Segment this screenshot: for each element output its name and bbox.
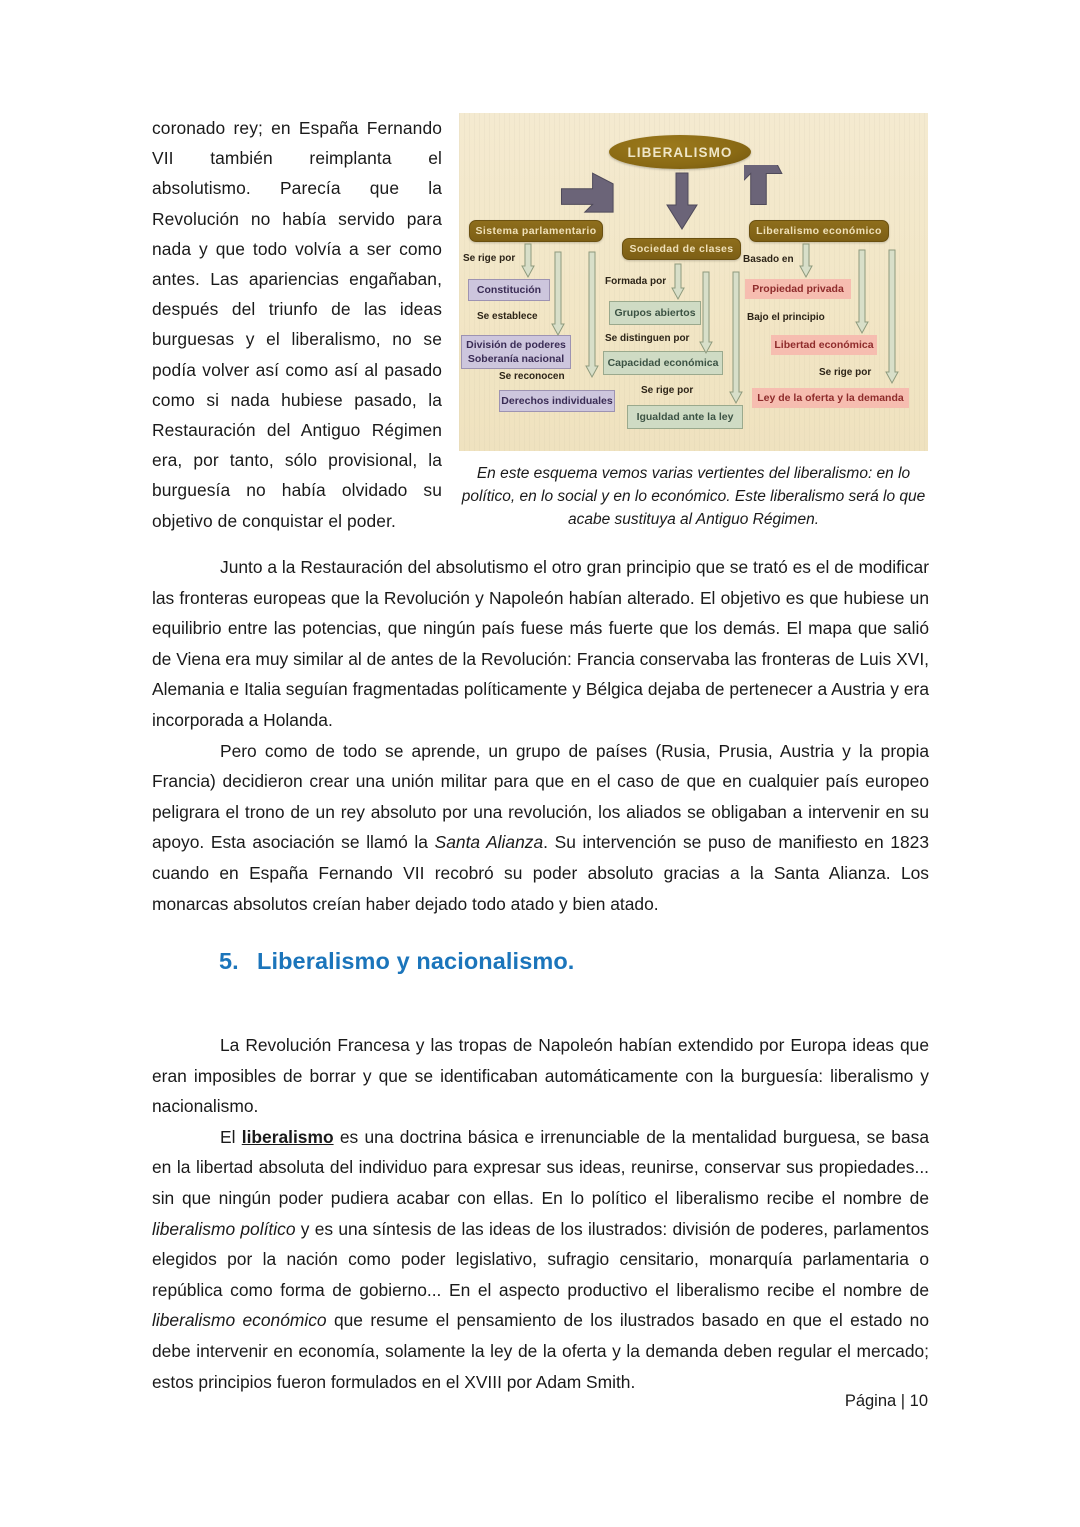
box-division-poderes-line2: Soberanía nacional: [467, 353, 565, 365]
branch-title-liberalismo-economico: Liberalismo económico: [749, 220, 889, 242]
figure-caption: En este esquema vemos varias vertientes del liberalismo: en lo político, en lo social y en lo económico. Este liberalismo será lo que acabe sustituya al Antiguo Régimen.: [461, 465, 926, 528]
arrow-long-sociedad-to-igualdad: [729, 271, 743, 405]
paragraph-restauracion: [152, 552, 929, 736]
arrow-long-economico-to-ley: [885, 249, 899, 385]
paragraph-liberalismo-text-c: y es una síntesis de las ideas de los ilustrados: división de poderes, parlamentos elegidos por la nación como poder legislativo, sufragio censitario, monarquía parlamentaria o república como forma de gobierno... En el aspecto productivo el liberalismo recibe el nombre de: [152, 1218, 929, 1300]
section-heading-number: 5.: [219, 948, 239, 974]
box-constitucion: Constitución: [468, 279, 550, 301]
connector-label-se-distinguen-por: Se distinguen por: [605, 333, 690, 344]
paragraph-liberalismo-text-b: es una doctrina básica e irrenunciable de la mentalidad burguesa, se basa en la libertad absoluta del individuo para expresar sus ideas, reunirse, conservar sus propiedades... sin que ningún poder pudiera acabar con ellas. En lo político el liberalismo recibe el nombre de: [152, 1126, 929, 1208]
paragraph-restauracion-text: Junto a la Restauración del absolutismo el otro gran principio que se trató es el de modificar las fronteras europeas que la Revolución y Napoleón habían alterado. El objetivo es que hubiese un equilibrio entre las potencias, que ningún país fuese más fuerte que los demás. El mapa que salió de Viena era muy similar al de antes de la Revolución: Francia conservaba las fronteras de Luis XVI, Alemania e Italia seguían fragmentadas políticamente y Bélgica dejaba de pertenecer a Austria y era incorporada a Holanda.: [152, 557, 929, 730]
branch-title-sociedad-de-clases: Sociedad de clases: [622, 238, 741, 260]
body-paragraphs-upper: [152, 552, 929, 919]
emphasis-liberalismo-economico: liberalismo económico: [152, 1310, 327, 1331]
arrow-long-sistema-to-division: [551, 251, 565, 337]
paragraph-santa-alianza: [152, 736, 929, 920]
arrow-long-economico-to-libertad: [855, 249, 869, 335]
box-grupos-abiertos: Grupos abiertos: [609, 301, 701, 325]
box-propiedad-privada: Propiedad privada: [745, 279, 851, 299]
paragraph-liberalismo-text-a: El: [220, 1126, 242, 1147]
page-number-footer: Página | 10: [844, 1392, 928, 1410]
arrow-long-sistema-to-derechos: [585, 251, 599, 379]
section-heading-text: Liberalismo y nacionalismo.: [257, 948, 575, 974]
arrow-down-sociedad-grupos: [671, 263, 685, 301]
paragraph-santa-alianza-text-b: . Su intervención se puso de manifiesto en 1823 cuando en España Fernando VII recobró su poder absoluto gracias a la Santa Alianza. Los monarcas absolutos creían haber dejado todo atado y bien atado.: [152, 832, 929, 914]
connector-label-basado-en: Basado en: [743, 254, 794, 265]
box-igualdad-ante-ley: Igualdad ante la ley: [627, 405, 743, 429]
arrow-long-sociedad-to-capacidad: [699, 271, 713, 355]
paragraph-liberalismo: [152, 1122, 929, 1397]
keyword-liberalismo: liberalismo: [241, 1126, 334, 1147]
diagram-liberalismo: [459, 113, 928, 451]
emphasis-santa-alianza: Santa Alianza: [434, 832, 544, 853]
connector-label-se-rige-por-3: Se rige por: [819, 367, 872, 378]
box-ley-oferta-demanda: Ley de la oferta y la demanda: [752, 388, 909, 408]
section-heading: [152, 948, 929, 975]
left-text-column: coronado rey; en España Fernando VII también reimplanta el absolutismo. Parecía que la Revolución no había servido para nada y que todo volvía a ser como antes. Las apariencias engañaban, después del triunfo de las ideas burguesas y el liberalismo, no se podía volver así como así al pasado como si nada hubiese pasado, la Restauración del Antiguo Régimen era, por tanto, sólo provisional, la burguesía no había olvidado su objetivo de conquistar el poder.: [152, 118, 442, 531]
paragraph-revolucion-francesa-text: La Revolución Francesa y las tropas de Napoleón habían extendido por Europa ideas que eran imposibles de borrar y que se identificaban automáticamente con la burguesía: liberalismo y nacionalismo.: [152, 1035, 929, 1117]
box-division-poderes-line1: División de poderes: [466, 339, 566, 351]
paragraph-revolucion-francesa: [152, 1030, 929, 1122]
figure-liberalismo: [459, 113, 928, 531]
connector-label-se-rige-por-2: Se rige por: [641, 385, 694, 396]
arrow-down-sistema-constitucion: [521, 243, 535, 279]
paragraph-santa-alianza-text-a: Pero como de todo se aprende, un grupo de países (Rusia, Prusia, Austria y la propia Francia) decidieron crear una unión militar para que en el caso de que en cualquier país europeo peligrara el trono de un rey absoluto por una revolución, los aliados se obligaban a intervenir en su apoyo. Esta asociación se llamó la: [152, 740, 929, 853]
body-paragraphs-lower: [152, 1030, 929, 1397]
arrow-down-economico-propiedad: [799, 243, 813, 279]
paragraph-liberalismo-text-d: que resume el pensamiento de los ilustrados basado en que el estado no debe intervenir en economía, solamente la ley de la oferta y la demanda deben regular el mercado; estos principios fueron formulados en el XVIII por Adam Smith.: [152, 1310, 929, 1392]
branch-title-sistema-parlamentario: Sistema parlamentario: [469, 220, 603, 242]
connector-label-bajo-el-principio: Bajo el principio: [747, 312, 825, 323]
arrow-root-to-center: [665, 171, 699, 233]
connector-label-se-establece: Se establece: [477, 311, 538, 322]
connector-label-se-rige-por-1: Se rige por: [463, 253, 516, 264]
box-libertad-economica: Libertad económica: [771, 335, 877, 355]
emphasis-liberalismo-politico: liberalismo político: [152, 1218, 296, 1239]
connector-label-se-reconocen: Se reconocen: [499, 371, 565, 382]
connector-label-formada-por: Formada por: [605, 276, 667, 287]
box-division-poderes: [461, 335, 571, 369]
top-block: [152, 113, 928, 536]
diagram-root-liberalismo: LIBERALISMO: [609, 135, 751, 169]
box-derechos-individuales: Derechos individuales: [499, 390, 615, 412]
box-capacidad-economica: Capacidad económica: [603, 351, 723, 375]
